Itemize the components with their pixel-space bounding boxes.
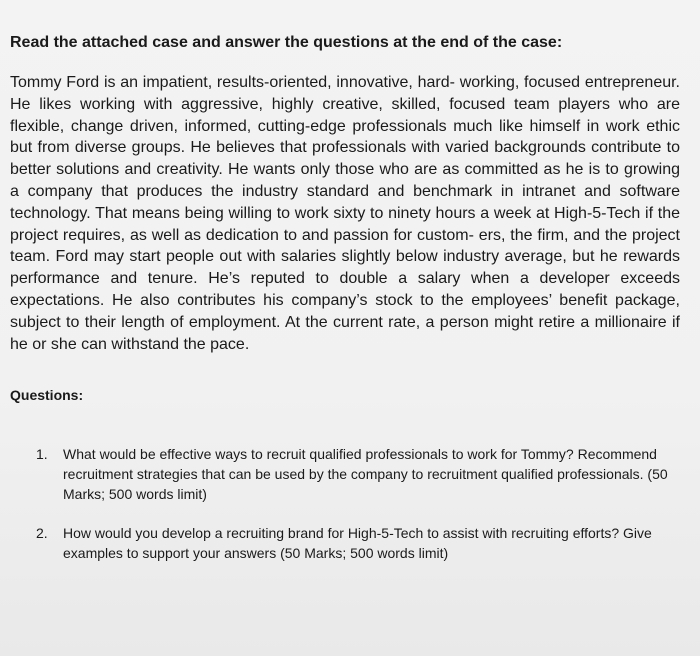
document-heading: Read the attached case and answer the questions at the end of the case: [10,34,563,51]
question-list [36,444,686,582]
question-text: What would be effective ways to recruit qualified professionals to work for Tommy? Recommend recruitment strategies that can be used by the company to recruitment qualified professionals. (50 Marks; 500 words limit) [63,446,668,502]
question-number: 1. [36,446,48,462]
question-number: 2. [36,525,48,541]
question-text: How would you develop a recruiting brand for High-5-Tech to assist with recruiting efforts? Give examples to support your answers (50 Marks; 500 words limit) [63,525,652,561]
question-item-1 [36,444,686,504]
question-item-2 [36,523,686,563]
questions-heading: Questions: [10,387,84,403]
case-paragraph: Tommy Ford is an impatient, results-oriented, innovative, hard- working, focused entrepreneur. He likes working with aggressive, highly creative, skilled, focused team players who are flexible, change driven, informed, cutting-edge professionals much like himself in work ethic but from diverse groups. He believes that professionals with varied backgrounds contribute to better solutions and creativity. He wants only those who are as committed as he is to growing a company that produces the industry standard and benchmark in intranet and software technology. That means being willing to work sixty to ninety hours a week at High-5-Tech if the project requires, as well as dedication to and passion for custom- ers, the firm, and the project team. Ford may start people out with salaries slightly below industry average, but he rewards performance and tenure. He’s reputed to double a salary when a developer exceeds expectations. He also contributes his company’s stock to the employees’ benefit package, subject to their length of employment. At the current rate, a person might retire a millionaire if he or she can withstand the pace. [10,74,680,353]
